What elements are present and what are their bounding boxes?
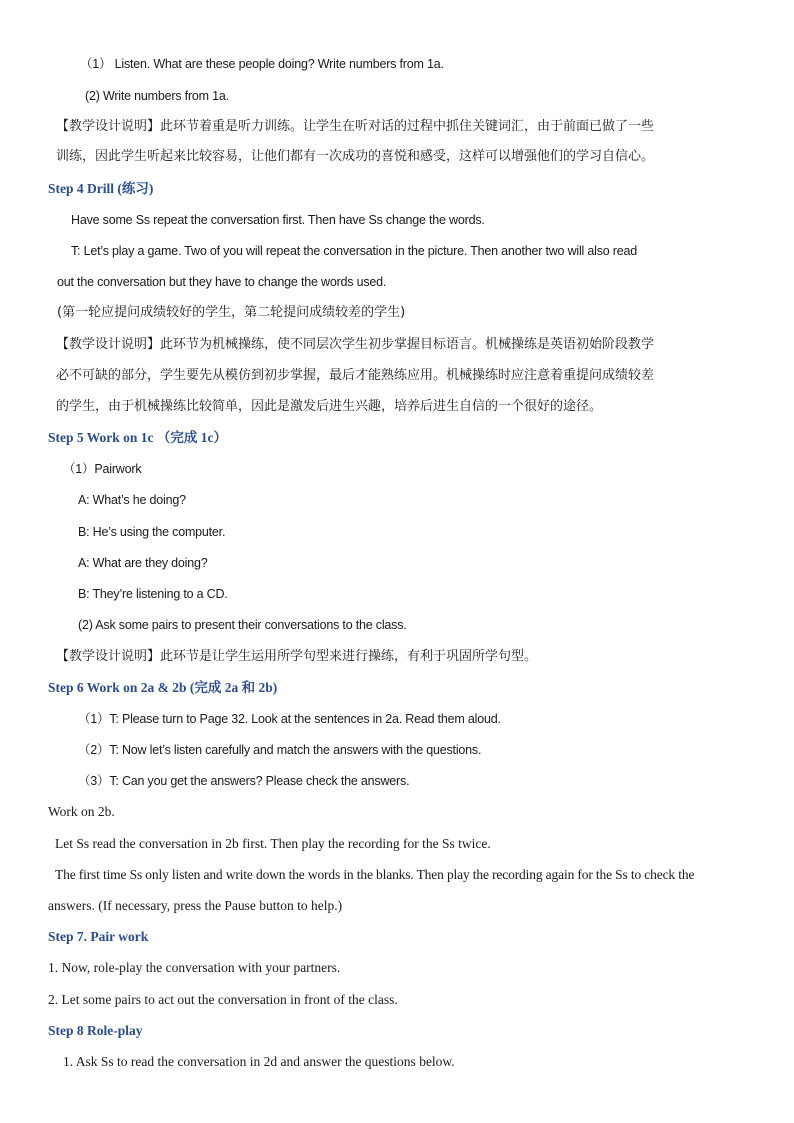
step-4-line-1: Have some Ss repeat the conversation first. Then have Ss change the words. [71, 213, 485, 227]
work-on-2b: Work on 2b. [48, 804, 115, 819]
step-8-heading: Step 8 Role-play [48, 1023, 143, 1038]
design-note-2-line-2: 必不可缺的部分，学生要先从模仿到初步掌握，最后才能熟练应用。机械操练时应注意着重提问成绩较差 [56, 368, 655, 383]
2b-line-2: The first time Ss only listen and write down the words in the blanks. Then play the recording again for the Ss to check the [55, 867, 695, 882]
step-6-item-2: （2）T: Now let’s listen carefully and match the answers with the questions. [78, 743, 482, 757]
step-6-item-1: （1）T: Please turn to Page 32. Look at the sentences in 2a. Read them aloud. [78, 712, 501, 726]
step-6-heading: Step 6 Work on 2a & 2b (完成 2a 和 2b) [48, 680, 278, 695]
step-4-note: (第一轮应提问成绩较好的学生，第二轮提问成绩较差的学生) [57, 305, 406, 320]
step-7-item-2: 2. Let some pairs to act out the conversation in front of the class. [48, 992, 398, 1007]
design-note-2-line-1: 【教学设计说明】此环节为机械操练，使不同层次学生初步掌握目标语言。机械操练是英语初始阶段教学 [56, 337, 655, 352]
2b-line-1: Let Ss read the conversation in 2b first. Then play the recording for the Ss twice. [55, 836, 491, 851]
step-4-line-2: T: Let’s play a game. Two of you will repeat the conversation in the picture. Then another two will also read [71, 244, 638, 258]
listen-instruction-2: (2) Write numbers from 1a. [85, 89, 229, 103]
design-note-3: 【教学设计说明】此环节是让学生运用所学句型来进行操练，有利于巩固所学句型。 [56, 649, 538, 664]
step-8-item-1: 1. Ask Ss to read the conversation in 2d and answer the questions below. [63, 1054, 455, 1069]
step-4-heading: Step 4 Drill (练习) [48, 181, 154, 196]
dialogue-line-2: B: He’s using the computer. [78, 525, 226, 539]
step-7-heading: Step 7. Pair work [48, 929, 149, 944]
listen-instruction-1: （1） Listen. What are these people doing? Write numbers from 1a. [80, 57, 444, 71]
present-conversations: (2) Ask some pairs to present their conversations to the class. [78, 618, 407, 632]
2b-line-3: answers. (If necessary, press the Pause button to help.) [48, 898, 343, 913]
dialogue-line-4: B: They’re listening to a CD. [78, 587, 228, 601]
dialogue-line-1: A: What’s he doing? [78, 493, 186, 507]
design-note-1-line-2: 训练，因此学生听起来比较容易，让他们都有一次成功的喜悦和感受，这样可以增强他们的学习自信心。 [56, 149, 655, 164]
step-4-line-3: out the conversation but they have to change the words used. [57, 275, 387, 289]
step-6-item-3: （3）T: Can you get the answers? Please check the answers. [78, 774, 410, 788]
pairwork-label: （1）Pairwork [63, 462, 142, 476]
dialogue-line-3: A: What are they doing? [78, 556, 208, 570]
step-7-item-1: 1. Now, role-play the conversation with your partners. [48, 960, 341, 975]
design-note-1-line-1: 【教学设计说明】此环节着重是听力训练。让学生在听对话的过程中抓住关键词汇，由于前面已做了一些 [56, 119, 655, 134]
design-note-2-line-3: 的学生，由于机械操练比较简单，因此是激发后进生兴趣，培养后进生自信的一个很好的途径。 [56, 399, 603, 414]
step-5-heading: Step 5 Work on 1c （完成 1c） [48, 430, 228, 445]
